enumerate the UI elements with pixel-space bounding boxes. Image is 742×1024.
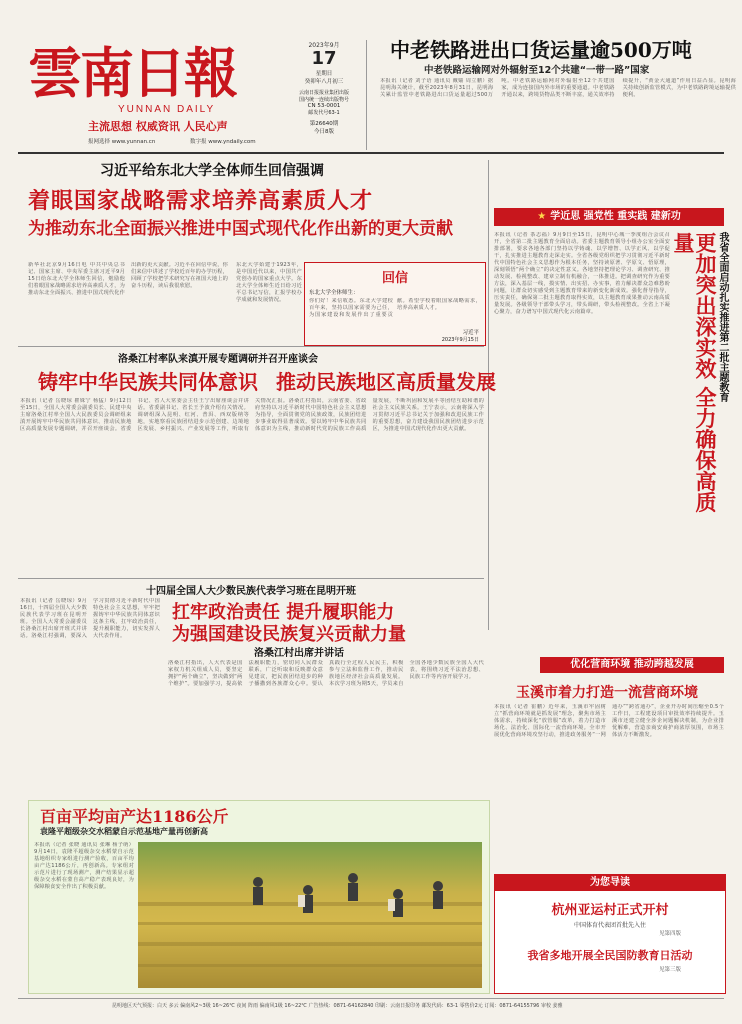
date-block [284, 40, 364, 150]
business-body: 本报讯（记者 崔鹏）近年来，玉溪市牢固树立“抓营商环境就是抓发展”理念，聚焦市场主体需求，持续深化“放管服”改革，着力打造市场化、法治化、国际化一流营商环境。全市开展优化营商环境攻坚行动，推进政务服务“一网通办”“跨省通办”，企业开办时间压缩至0.5个工作日，工程建设项目审批效率持续提升。玉溪市还建立健全涉企问题解决机制，为企业排忧解难，营造亲商安商护商浓厚氛围，市场主体活力不断激发。 [494, 704, 724, 738]
masthead-digital[interactable]: 数字报 www.yndaily.com [190, 139, 256, 145]
divider [366, 40, 367, 150]
guide-item1-sub: 中国体育代表团首批先入住 [573, 922, 646, 929]
page-count: 今日8版 [314, 129, 334, 135]
luoshan-body: 本报讯（记者 岳晓琼 瞿姝宁 杨猛）9月12日至15日，全国人大常委会副委员长、民建中央主席洛桑江村率全国人大民族委员会调研组来滇开展铸牢中华民族共同体意识、推动民族地区高质量发展专题调研，并召开座谈会。省委书记、省人大常委会主任王宁出席座谈会并讲话。省委副书记、省长王予波介绍有关情况。调研组深入昆明、红河、普洱、西双版纳等地，实地察看民族团结进步示范创建、边境地区发展、乡村振兴、产业发展等工作，听取有关情况汇报。洛桑江村指出，云南省委、省政府坚持以习近平新时代中国特色社会主义思想为指导，全面贯彻党的民族政策，民族团结进步事业取得显著成效。要以铸牢中华民族共同体意识为主线，推动新时代党的民族工作高质量发展，不断巩固和发展平等团结互助和谐的社会主义民族关系。王宁表示，云南将深入学习贯彻习近平总书记关于加强和改进民族工作的重要思想，奋力建设我国民族团结进步示范区，为推进中国式现代化作出更大贡献。 [20, 398, 484, 432]
cn-code: CN 53-0001 [307, 103, 341, 109]
luoshan-left-title[interactable]: 铸牢中华民族共同体意识 [38, 370, 258, 394]
day: 17 [311, 48, 337, 69]
lunar-date: 癸卯年八月初三 [304, 79, 344, 85]
npc-body-right: 洛桑江村指出，人大代表是国家权力机关组成人员，要坚定拥护“两个确立”，坚决做到“两个维护”。要加强学习，提高依法履职能力，密切同人民群众联系，广泛听取和反映群众意见建议，把民族团结进步的种子播撒到各族群众心中。要认真践行全过程人民民主，积极参与立法和监督工作，推动民族地区经济社会高质量发展。本次学习班为期5天，学员来自全国各地少数民族全国人大代表，将围绕习近平法治思想、民族工作等内容开展学习。 [168, 660, 484, 687]
cn-label: 国内统一连续出版物号 [298, 97, 349, 103]
business-title[interactable]: 玉溪市着力打造一流营商环境 [516, 685, 698, 701]
letter-greeting: 东北大学全体师生： [309, 290, 359, 296]
guide-item2-page[interactable]: 见第三版 [658, 967, 681, 973]
guide-item1-page[interactable]: 见第四版 [658, 931, 681, 937]
right-column-title[interactable]: 更加突出深实效 全力确保高质量 [671, 232, 718, 513]
letter-body: 你们好！来信收悉。东北大学建校百年来，坚持以国家需要为己任，为国家建设和发展作出了重要贡献。希望学校着眼国家战略需求，培养高素质人才。 [309, 298, 481, 318]
photo-story-sub: 袁隆平超级杂交水稻蒙自示范基地产量再创新高 [40, 827, 208, 836]
guide-item2[interactable]: 我省多地开展全民国防教育日活动 [527, 949, 693, 962]
lead-title-line1[interactable]: 着眼国家战略需求培养高素质人才 [28, 188, 374, 214]
lead-kicker: 习近平给东北大学全体师生回信强调 [100, 163, 324, 179]
business-band: 优化营商环境 推动跨越发展 [540, 657, 724, 673]
npc-sub: 洛桑江村出席并讲话 [254, 648, 344, 659]
theme-band-text: 学近思 强党性 重实践 建新功 [550, 211, 681, 222]
issue-number: 第26640期 [309, 121, 339, 127]
guide-box [494, 874, 726, 994]
divider [18, 578, 484, 579]
photo-story-title[interactable]: 百亩平均亩产达1186公斤 [40, 807, 229, 826]
lead-body-right: 东北大学始建于1923年，是中国近代以来，中国共产党创办的国家重点大学。东北大学全体师生近日给习近平总书记写信，汇报学校办学成就和发展情况。 [236, 262, 302, 303]
year-month: 2023年9月 [308, 42, 340, 49]
reply-letter-box [304, 262, 486, 346]
lead-body: 新华社北京9月16日电 中共中央总书记、国家主席、中央军委主席习近平9月15日给东北大学全体师生回信，勉励他们着眼国家战略需求培养高素质人才，为推动东北全面振兴、推进中国式现代化作出新的更大贡献。习近平在回信中说，你们来信中讲述了学校近百年的办学历程，回顾了学校把学术研究写在祖国大地上的奋斗历程，读后我很欣慰。 [28, 262, 228, 296]
divider [488, 160, 489, 630]
top-story-subtitle: 中老铁路运输网对外辐射至12个共建“一带一路”国家 [424, 65, 650, 76]
npc-body-left: 本报讯（记者 岳晓琼）9月16日，十四届全国人大少数民族代表学习班在昆明开班。全国人大常委会副委员长洛桑江村出席开班式并讲话。洛桑江村强调，要深入学习贯彻习近平新时代中国特色社会主义思想，牢牢把握铸牢中华民族共同体意识这条主线，扛牢政治责任，提升履职能力，切实发挥人大代表作用。 [20, 598, 160, 639]
publisher: 云南日报报业集团出版 [298, 90, 349, 96]
weekday: 星期日 [315, 71, 333, 77]
masthead-title: 雲南日報 [28, 41, 236, 105]
right-column-kicker: 我省全面启动扎实推进第二批主题教育 [717, 232, 728, 402]
npc-title-line2[interactable]: 为强国建设民族复兴贡献力量 [172, 624, 406, 645]
lead-title-line2[interactable]: 为推动东北全面振兴推进中国式现代化作出新的更大贡献 [28, 219, 453, 239]
top-story-title[interactable]: 中老铁路进出口货运量逾500万吨 [390, 38, 692, 62]
masthead-web[interactable]: 报网选择 www.yunnan.cn [88, 139, 156, 145]
luoshan-kicker: 洛桑江村率队来滇开展专题调研并召开座谈会 [118, 354, 318, 365]
divider [18, 152, 724, 154]
photo-story-body: 本报讯（记者 张晓 通讯员 张琳 杨子萌）9月14日，袁隆平超级杂交水稻蒙自示范基地组织专家组进行测产验收，百亩平均亩产达1186公斤，再创新高。专家组对示范片进行了现场测产，测产结果显示超级杂交水稻在蒙自高产稳产表现良好，为保障粮食安全作出了积极贡献。 [34, 842, 134, 890]
party-emblem-icon: ★ [537, 211, 547, 222]
rice-field-photo [138, 842, 482, 988]
divider [18, 346, 484, 347]
masthead-slogan: 主流思想 权威资讯 人民心声 [88, 120, 228, 133]
postal-code: 邮发代号63-1 [308, 110, 340, 116]
top-story-body: 本报讯（记者 刘子语 通讯员 戴嫱 周立鹏）据昆明海关统计，截至2023年8月31日，昆明海关累计监管中老铁路进出口货运量超过500万吨。中老铁路运输网对外辐射至12个共建国家，成为连接国内外市场的重要通道。中老铁路开通以来，跨境货物品类不断丰富，通关效率持续提升，“黄金大通道”作用日益凸显。昆明海关持续创新监管模式，为中老铁路跨境运输提供便利。 [380, 78, 736, 98]
footer-divider [18, 998, 724, 999]
footer-info: 昆明地区天气预报：白天 多云 偏南风2~3级 16~26℃ 夜间 阵雨 偏南风1级 16~22℃ 广告热线：0871-64162840 印刷：云南日报印务 邮发代码：63-1 零售价2元 订阅：0871-64155796 审校 姜雅 [112, 1003, 563, 1009]
letter-sign: 习近平 [462, 330, 479, 336]
right-column-body: 本报讯（记者 茶志福）9月9日至15日，昆明中心城一季度组合会议召开，全省第二批主题教育全面启动。省委主题教育领导小组办公室全面安排部署，要求各地各部门坚持以学铸魂、以学增智、以学正风、以学促干，扎实推进主题教育走深走实。全省各级党组织把学习贯彻习近平新时代中国特色社会主义思想作为根本任务，坚持读原著、学原文、悟原理，深刻领悟“两个确立”的决定性意义。各地坚持把理论学习、调查研究、推动发展、检视整改、建章立制有机融合，一体推进。把调查研究作为重要方法，深入基层一线，摸实情、出实招、办实事，着力解决群众急难愁盼问题，让群众切实感受到主题教育带来的新变化新成效。强化督导指导，压实责任，确保第二批主题教育取得实效，以主题教育成果推动云南高质量发展。各级领导干部带头学习，带头调研，带头检视整改。全省上下凝心聚力，奋力谱写中国式现代化云南篇章。 [494, 232, 670, 315]
letter-date: 2023年9月15日 [441, 337, 479, 343]
npc-title-line1[interactable]: 扛牢政治责任 提升履职能力 [172, 602, 395, 623]
letter-title: 回信 [381, 271, 408, 286]
guide-item1[interactable]: 杭州亚运村正式开村 [551, 903, 669, 918]
npc-kicker: 十四届全国人大少数民族代表学习班在昆明开班 [146, 586, 356, 597]
guide-band: 为您导读 [495, 875, 725, 891]
luoshan-right-title[interactable]: 推动民族地区高质量发展 [276, 370, 496, 394]
masthead-english: YUNNAN DAILY [118, 104, 216, 115]
rice-field-photo-illustration [138, 842, 482, 988]
theme-band [494, 208, 724, 226]
